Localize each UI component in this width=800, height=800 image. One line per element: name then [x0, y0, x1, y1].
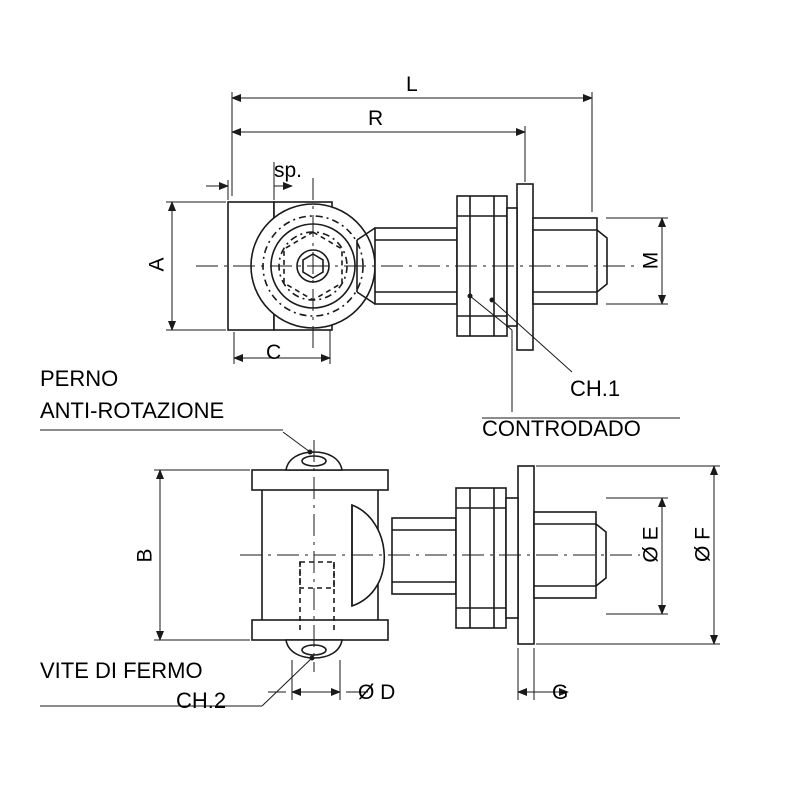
callout-perno-line1: PERNO [40, 366, 119, 391]
dimension-label-B: B [133, 548, 157, 563]
dimension-label-E: Ø E [639, 526, 663, 563]
dimension-label-A: A [145, 257, 169, 272]
top-view-geometry [196, 178, 640, 352]
front-view-geometry [240, 440, 640, 672]
callout-perno-line2: ANTI-ROTAZIONE [40, 398, 225, 423]
dimension-label-G: G [552, 681, 569, 704]
callout-ch2: CH.2 [176, 688, 227, 713]
dimension-label-M: M [639, 251, 663, 270]
callout-ch1: CH.1 [570, 376, 621, 401]
dimension-label-R: R [368, 107, 384, 130]
dimension-label-D: Ø D [358, 681, 396, 704]
dimension-label-F: Ø F [691, 527, 715, 562]
callout-vite-di-fermo: VITE DI FERMO [40, 658, 203, 683]
callout-controdado: CONTRODADO [482, 416, 641, 441]
dimension-label-C: C [266, 341, 282, 364]
dimension-label-sp: sp. [274, 159, 303, 182]
dimension-label-L: L [406, 73, 418, 96]
